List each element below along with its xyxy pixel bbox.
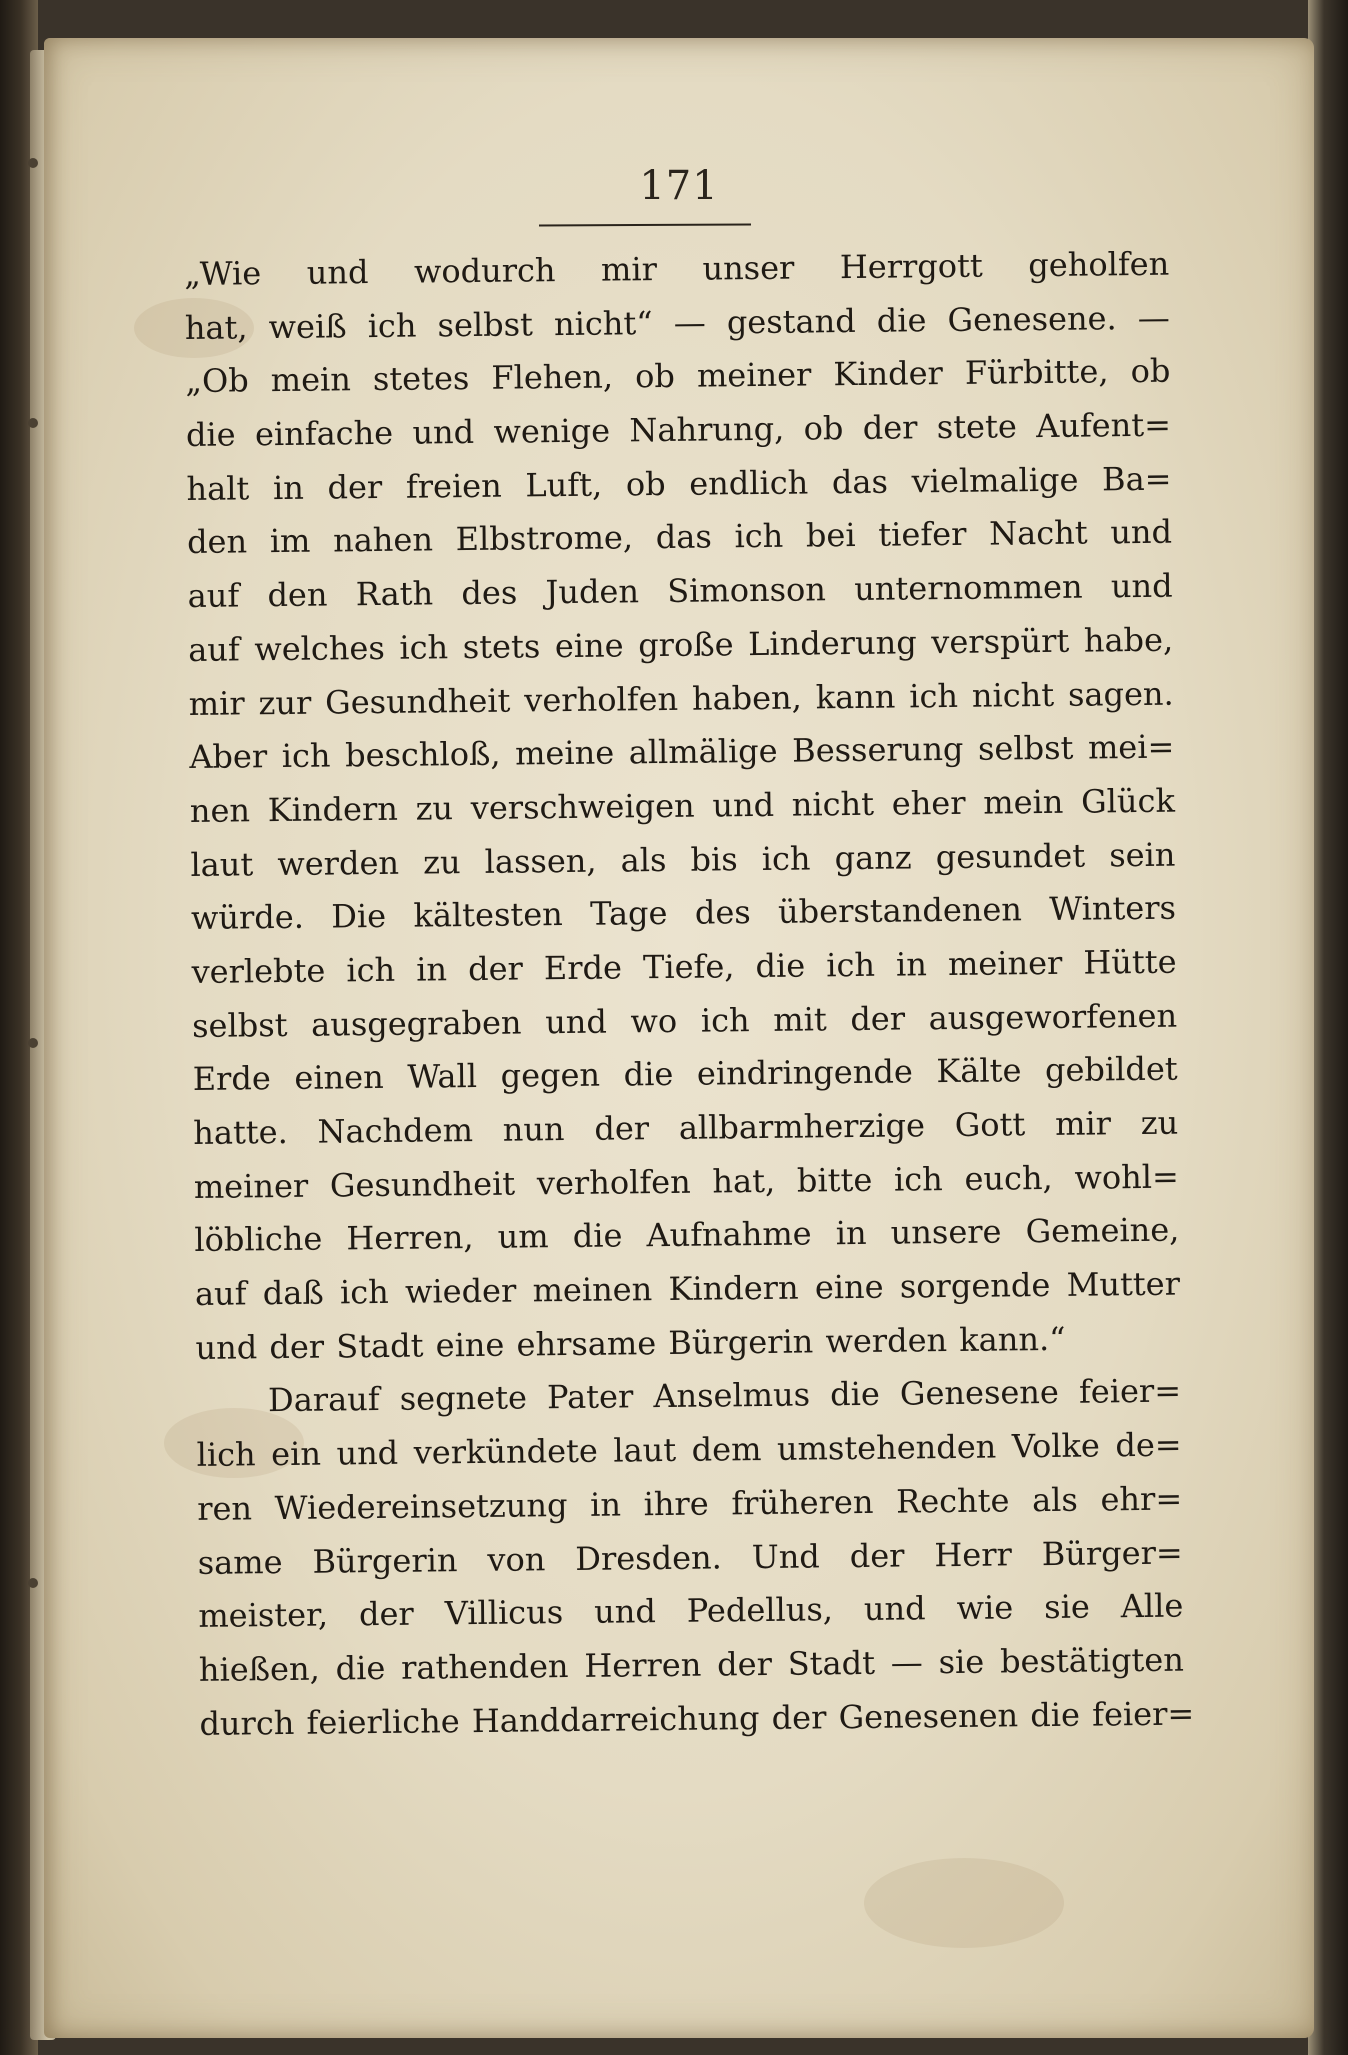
- text-line: durch feierliche Handdarreichung der Genesenen die feier=: [199, 1694, 1195, 1743]
- text-line: lich ein und verkündete laut dem umstehenden Volke de=: [196, 1425, 1182, 1475]
- text-line: und der Stadt eine ehrsame Bürgerin werden kann.“: [195, 1319, 1066, 1367]
- text-line: same Bürgerin von Dresden. Und der Herr Bürger=: [197, 1533, 1183, 1582]
- book-page: [44, 38, 1314, 2038]
- text-line: auf den Rath des Juden Simonson unternommen und: [187, 566, 1173, 616]
- text-line: ren Wiedereinsetzung in ihre früheren Rechte als ehr=: [197, 1479, 1183, 1528]
- margin-mark: [28, 158, 38, 168]
- page-number-rule: [539, 223, 751, 226]
- margin-mark: [28, 418, 38, 428]
- margin-mark: [28, 1578, 38, 1588]
- text-line: den im nahen Elbstrome, das ich bei tiefer Nacht und: [186, 513, 1173, 562]
- margin-mark: [28, 1038, 38, 1048]
- text-line: selbst ausgegraben und wo ich mit der ausgeworfenen: [191, 996, 1178, 1045]
- text-line: Erde einen Wall gegen die eindringende Kälte gebildet: [192, 1049, 1178, 1099]
- text-line: auf daß ich wieder meinen Kindern eine sorgende Mutter: [194, 1264, 1181, 1314]
- text-line: hat, weiß ich selbst nicht“ — gestand die Genesene. —: [184, 298, 1170, 347]
- text-line: verlebte ich in der Erde Tiefe, die ich in meiner Hütte: [191, 942, 1177, 991]
- text-line: „Wie und wodurch mir unser Herrgott geholfen: [184, 244, 1170, 293]
- text-line: mir zur Gesundheit verholfen haben, kann ich nicht sagen.: [188, 674, 1174, 723]
- text-line: halt in der freien Luft, ob endlich das vielmalige Ba=: [186, 459, 1172, 508]
- text-line: „Ob mein stetes Flehen, ob meiner Kinder Fürbitte, ob: [185, 352, 1171, 401]
- body-text: [184, 238, 1195, 1751]
- text-line: hatte. Nachdem nun der allbarmherzige Gott mir zu: [193, 1103, 1179, 1152]
- text-line: hießen, die rathenden Herren der Stadt — sie bestätigten: [198, 1640, 1185, 1689]
- text-line: würde. Die kältesten Tage des überstandenen Winters: [190, 888, 1177, 938]
- text-line: nen Kindern zu verschweigen und nicht eher mein Glück: [189, 781, 1176, 830]
- text-line: auf welches ich stets eine große Linderung verspürt habe,: [188, 620, 1174, 669]
- page-number: 171: [639, 163, 719, 209]
- text-line: die einfache und wenige Nahrung, ob der stete Aufent=: [185, 405, 1172, 455]
- text-line: meister, der Villicus und Pedellus, und wie sie Alle: [198, 1586, 1184, 1636]
- text-line: Darauf segnete Pater Anselmus die Genesene feier=: [267, 1372, 1182, 1420]
- text-line: meiner Gesundheit verholfen hat, bitte ich euch, wohl=: [193, 1157, 1179, 1206]
- book-edge-right: [1308, 0, 1348, 2055]
- text-line: löbliche Herren, um die Aufnahme in unsere Gemeine,: [194, 1211, 1180, 1260]
- text-line: laut werden zu lassen, als bis ich ganz gesundet sein: [190, 835, 1176, 884]
- text-line: Aber ich beschloß, meine allmälige Besserung selbst mei=: [189, 727, 1175, 777]
- paper-stain: [864, 1858, 1064, 1948]
